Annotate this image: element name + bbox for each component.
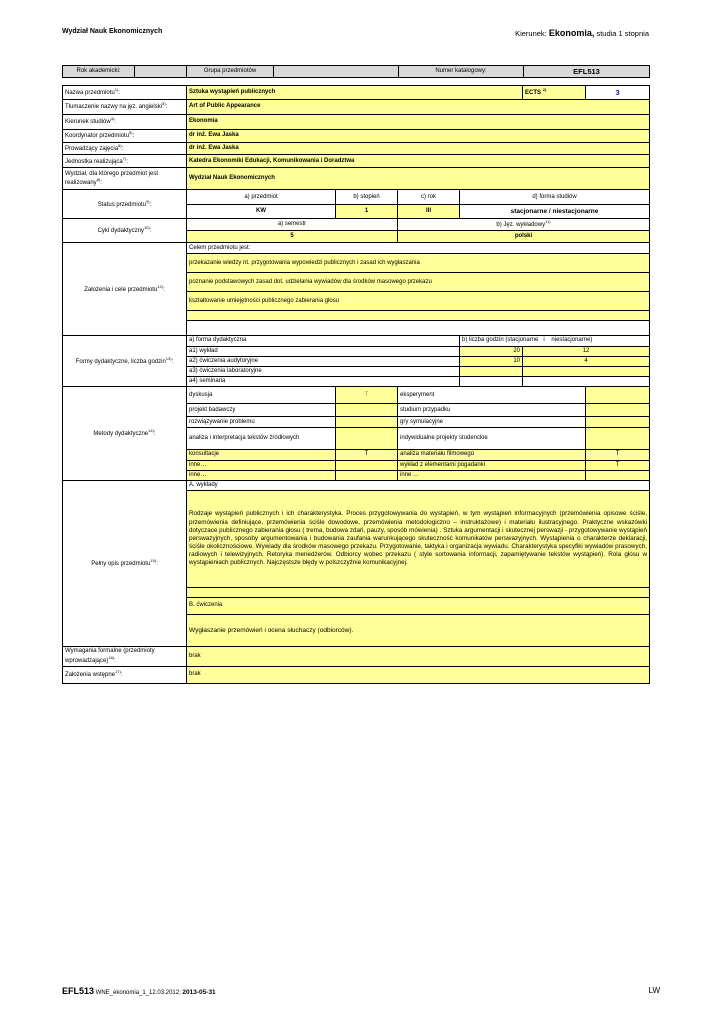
prowadzacy-value: dr inż. Ewa Jaska bbox=[187, 143, 650, 155]
formy-row-name: a3) ćwiczenia laboratoryjne bbox=[187, 366, 460, 376]
zalozenia-wstepne-value: brak bbox=[187, 667, 650, 684]
metody-row bbox=[63, 387, 650, 404]
numer-katalogowy-value: EFL513 bbox=[524, 66, 650, 78]
opis-a-head: A. wykłady bbox=[187, 480, 650, 490]
kierunek-studiow-value: Ekonomia bbox=[187, 115, 650, 130]
row-zalozenia-wstepne bbox=[63, 667, 650, 684]
formy-row-niestac: 12 bbox=[523, 346, 650, 356]
row-wymagania bbox=[63, 647, 650, 667]
numer-katalogowy-label: Numer katalogowy: bbox=[399, 66, 524, 78]
metody-left: dyskusja bbox=[187, 387, 336, 404]
formy-row-stac bbox=[460, 366, 523, 376]
cykl-b-label: b) Jęz. wykładowy$^{11)}$ bbox=[398, 219, 650, 231]
row-jednostka bbox=[63, 155, 650, 168]
metody-left: rozwiązywanie problemu bbox=[187, 417, 336, 428]
row-zalozenia-intro bbox=[63, 243, 650, 254]
formy-row-stac: 10 bbox=[460, 356, 523, 366]
metody-left: analiza i interpretacja tekstów źródłowych bbox=[187, 428, 336, 450]
formy-row-name: a4) seminaria bbox=[187, 377, 460, 387]
metody-right: wykład z elementami pogadanki bbox=[398, 460, 586, 470]
course-card-table bbox=[62, 85, 650, 684]
footer-right: LW bbox=[648, 986, 660, 995]
jednostka-value: Katedra Ekonomiki Edukacji, Komunikowania i Doradztwa bbox=[187, 155, 650, 168]
row-kierunek bbox=[63, 115, 650, 130]
row-cykl-headers bbox=[63, 219, 650, 231]
row-status-headers bbox=[63, 190, 650, 205]
opis-b-text: Wygłaszanie przemówień i ocena słuchaczy (odbiorców). bbox=[187, 615, 650, 647]
footer-code: EFL513 bbox=[62, 986, 95, 996]
footer bbox=[62, 986, 216, 996]
nazwa-label: Nazwa przedmiotu$^{1)}$: bbox=[63, 86, 187, 100]
kierunek-suffix: studia 1 stopnia bbox=[596, 29, 649, 38]
kierunek-studiow-label: Kierunek studiów$^{4)}$: bbox=[63, 115, 187, 130]
formy-row-niestac bbox=[523, 366, 650, 376]
formy-row-stac bbox=[460, 377, 523, 387]
metody-left-mark: T bbox=[336, 450, 398, 460]
cykl-label: Cykl dydaktyczny$^{10)}$: bbox=[63, 219, 187, 243]
formy-row-name: a2) ćwiczenia audytoryjne bbox=[187, 356, 460, 366]
zalozenia-item: przekazanie wiedzy nt. przygotowania wypowiedzi publicznych i zasad ich wygłaszania bbox=[187, 254, 650, 273]
metody-right-mark bbox=[586, 428, 650, 450]
metody-label: Metody dydaktyczne$^{14)}$: bbox=[63, 387, 187, 481]
metody-right-mark bbox=[586, 404, 650, 417]
grupa-label: Grupa przedmiotów bbox=[187, 66, 274, 78]
metody-left-mark bbox=[336, 460, 398, 470]
metody-right: indywidualne projekty studenckie bbox=[398, 428, 586, 450]
row-nazwa bbox=[63, 86, 650, 100]
metody-right-mark bbox=[586, 417, 650, 428]
wymagania-value: brak bbox=[187, 647, 650, 667]
metody-left-mark bbox=[336, 428, 398, 450]
jednostka-label: Jednostka realizująca$^{7)}$: bbox=[63, 155, 187, 168]
opis-a-text: Rodzaje wystąpień publicznych i ich charakterystyka. Proces przygotowywania do wystąpień, w tym wystąpień informacyjnych (przemówienia opisowe ściśle, przemówienia definiujące, przemówienia ściśle dowodowe, przemówienia metodologiczno – instruktażowe) i materiału ilustracyjnego. Praktyczne wskazówki dotyczace publicznego zabierania głosu ( trema, budowa zdań, pauzy, sposób mówienia) . Sztuka argumentacji i skutecznej perswazji - przygotowywanie wystąpień perswazyjnych, sposoby argumentowania i budowania zaufania warunkującego skuteczność komunikatów perswazyjnych. Wystąpienia o charakterze deklaracji, ściśle okolicznościowe. Wywiady dla środków masowego przekazu. Przygotowanie, taktyka i organizacja wywiadu. Charakterystyka specyfiki wywiadów prasowych, radiowych i telewizyjnych. Retoryka menedżerów. Odbiorcy wobec przekazu ( style sortowania informacji, zapamiętywanie tekstów wystąpień). Rola głosu w wystąpieniach publicznych. Najczęstsze błędy w polszczyźnie komunikacyjnej. bbox=[187, 491, 650, 588]
formy-row-stac: 20 bbox=[460, 346, 523, 356]
ects-label: ECTS $^{2)}$ bbox=[523, 86, 586, 100]
wymagania-label: Wymagania formalne (przedmioty wprowadzające)$^{16)}$: bbox=[63, 647, 187, 667]
metody-right: gry symulacyjne bbox=[398, 417, 586, 428]
row-koordynator bbox=[63, 130, 650, 143]
zalozenia-empty bbox=[187, 311, 650, 321]
metody-right-mark: T bbox=[586, 460, 650, 470]
opis-label: Pełny opis przedmiotu$^{15)}$: bbox=[63, 480, 187, 646]
kierunek-header bbox=[515, 28, 649, 38]
status-b-label: b) stopień bbox=[336, 190, 398, 205]
formy-row-name: a1) wykład bbox=[187, 346, 460, 356]
metody-right: studium przypadku bbox=[398, 404, 586, 417]
tlumaczenie-value: Art of Public Appearance bbox=[187, 100, 650, 115]
footer-file: WNE_ekonomia_1_12.03.2012; bbox=[95, 990, 181, 996]
metody-right: eksperyment bbox=[398, 387, 586, 404]
metody-right-mark bbox=[586, 470, 650, 480]
metody-left-mark bbox=[336, 417, 398, 428]
koordynator-value: dr inż. Ewa Jaska bbox=[187, 130, 650, 143]
zalozenia-item: poznanie podstawowych zasad dot. udzielania wywiadów dla środków masowego przekazu bbox=[187, 273, 650, 292]
zalozenia-wstepne-label: Założenia wstępne$^{17)}$: bbox=[63, 667, 187, 684]
row-tlumaczenie bbox=[63, 100, 650, 115]
rok-akademicki-value bbox=[135, 66, 187, 78]
zalozenia-item: kształtowanie umiejętności publicznego zabierania głosu bbox=[187, 292, 650, 311]
opis-b-head: B. ćwiczenia bbox=[187, 598, 650, 615]
formy-label: Formy dydaktyczne, liczba godzin$^{13)}$: bbox=[63, 336, 187, 387]
metody-right-mark bbox=[586, 387, 650, 404]
rok-akademicki-label: Rok akademicki: bbox=[63, 66, 135, 78]
metody-left: inne… bbox=[187, 460, 336, 470]
row-formy-header bbox=[63, 336, 650, 346]
metody-right: inne … bbox=[398, 470, 586, 480]
grupa-value bbox=[274, 66, 399, 78]
status-a-label: a) przedmiot bbox=[187, 190, 336, 205]
status-c-label: c) rok bbox=[398, 190, 460, 205]
status-d-label: d) forma studiów bbox=[460, 190, 650, 205]
metody-left-mark bbox=[336, 404, 398, 417]
metody-left-mark bbox=[336, 470, 398, 480]
zalozenia-label: Założenia i cele przedmiotu$^{12)}$: bbox=[63, 243, 187, 336]
tlumaczenie-label: Tłumaczenie nazwy na jęz. angielski$^{3)}$: bbox=[63, 100, 187, 115]
metody-left: projekt badawczy bbox=[187, 404, 336, 417]
koordynator-label: Koordynator przedmiotu$^{5)}$: bbox=[63, 130, 187, 143]
status-c-value: III bbox=[398, 205, 460, 219]
formy-b-header: b) liczba godzin (stacjonarne i niestacjonarne) bbox=[460, 336, 650, 346]
cykl-b-value: polski bbox=[398, 231, 650, 243]
formy-row-niestac: 4 bbox=[523, 356, 650, 366]
top-row-table bbox=[62, 65, 650, 78]
faculty-header: Wydział Nauk Ekonomicznych bbox=[62, 28, 163, 35]
prowadzacy-label: Prowadzący zajęcia$^{6)}$: bbox=[63, 143, 187, 155]
status-b-value: 1 bbox=[336, 205, 398, 219]
row-wydzial bbox=[63, 168, 650, 190]
footer-date: 2013-05-31 bbox=[182, 989, 216, 996]
status-label: Status przedmiotu$^{9)}$: bbox=[63, 190, 187, 219]
metody-left: inne… bbox=[187, 470, 336, 480]
formy-a-header: a) forma dydaktyczna bbox=[187, 336, 460, 346]
kierunek-value: Ekonomia, bbox=[548, 28, 595, 38]
metody-left: konsultacje bbox=[187, 450, 336, 460]
row-prowadzacy bbox=[63, 143, 650, 155]
status-d-value: stacjonarne / niestacjonarne bbox=[460, 205, 650, 219]
cykl-a-label: a) semestr bbox=[187, 219, 398, 231]
metody-right: analiza materiału filmowego bbox=[398, 450, 586, 460]
wydzial-label: Wydział, dla którego przedmiot jest realizowany$^{8)}$: bbox=[63, 168, 187, 190]
zalozenia-intro: Celem przedmiotu jest: bbox=[187, 243, 650, 254]
kierunek-label: Kierunek: bbox=[515, 29, 547, 38]
status-a-value: KW bbox=[187, 205, 336, 219]
ects-value: 3 bbox=[586, 86, 650, 100]
formy-row-niestac bbox=[523, 377, 650, 387]
metody-left-mark: T bbox=[336, 387, 398, 404]
opis-gap bbox=[187, 588, 650, 598]
wydzial-value: Wydział Nauk Ekonomicznych bbox=[187, 168, 650, 190]
metody-right-mark: T bbox=[586, 450, 650, 460]
cykl-a-value: 5 bbox=[187, 231, 398, 243]
row-opis-a-head bbox=[63, 480, 650, 490]
zalozenia-empty bbox=[187, 321, 650, 336]
nazwa-value: Sztuka wystąpień publicznych bbox=[187, 86, 523, 100]
